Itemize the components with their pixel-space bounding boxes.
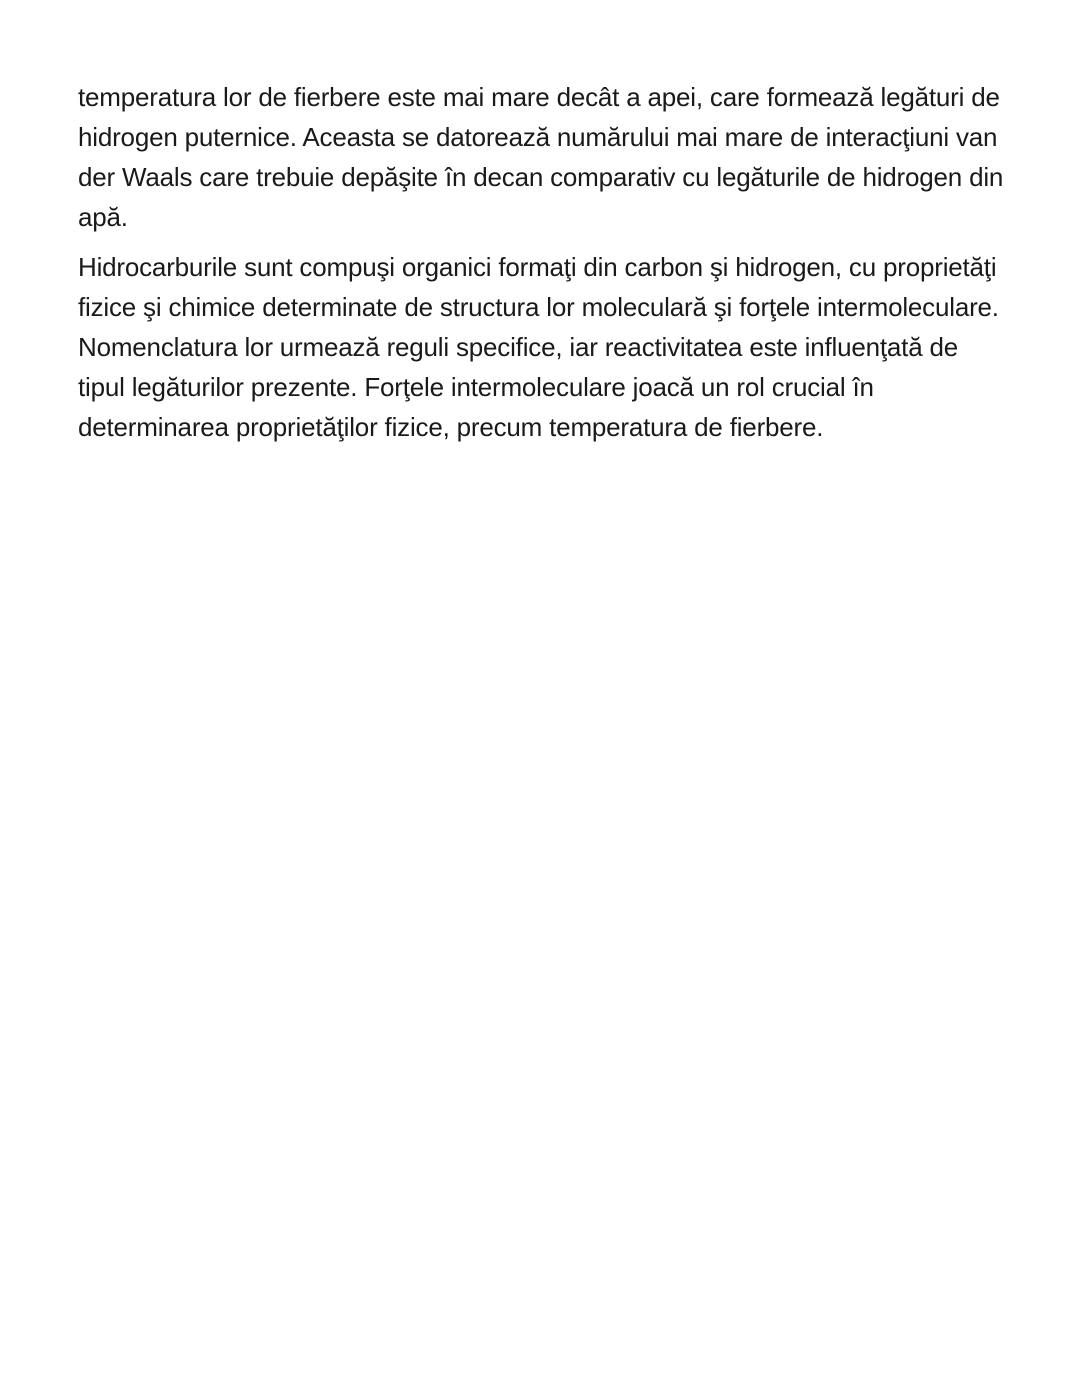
paragraph-continuation: temperatura lor de fierbere este mai mare decât a apei, care formează legături de hidrogen puternice. Aceasta se datorează numărului mai mare de interacţiuni van der Waals care trebuie depăşite în decan comparativ cu legăturile de hidrogen din apă. [78,82,1004,232]
paragraph-summary: Hidrocarburile sunt compuşi organici formaţi din carbon şi hidrogen, cu proprietăţi fizice şi chimice determinate de structura lor moleculară şi forţele intermoleculare. Nomenclatura lor urmează reguli specifice, iar reactivitatea este influenţată de tipul legăturilor prezente. Forţele intermoleculare joacă un rol crucial în determinarea proprietăţilor fizice, precum temperatura de fierbere. [78,252,999,442]
document-page [78,77,1008,457]
